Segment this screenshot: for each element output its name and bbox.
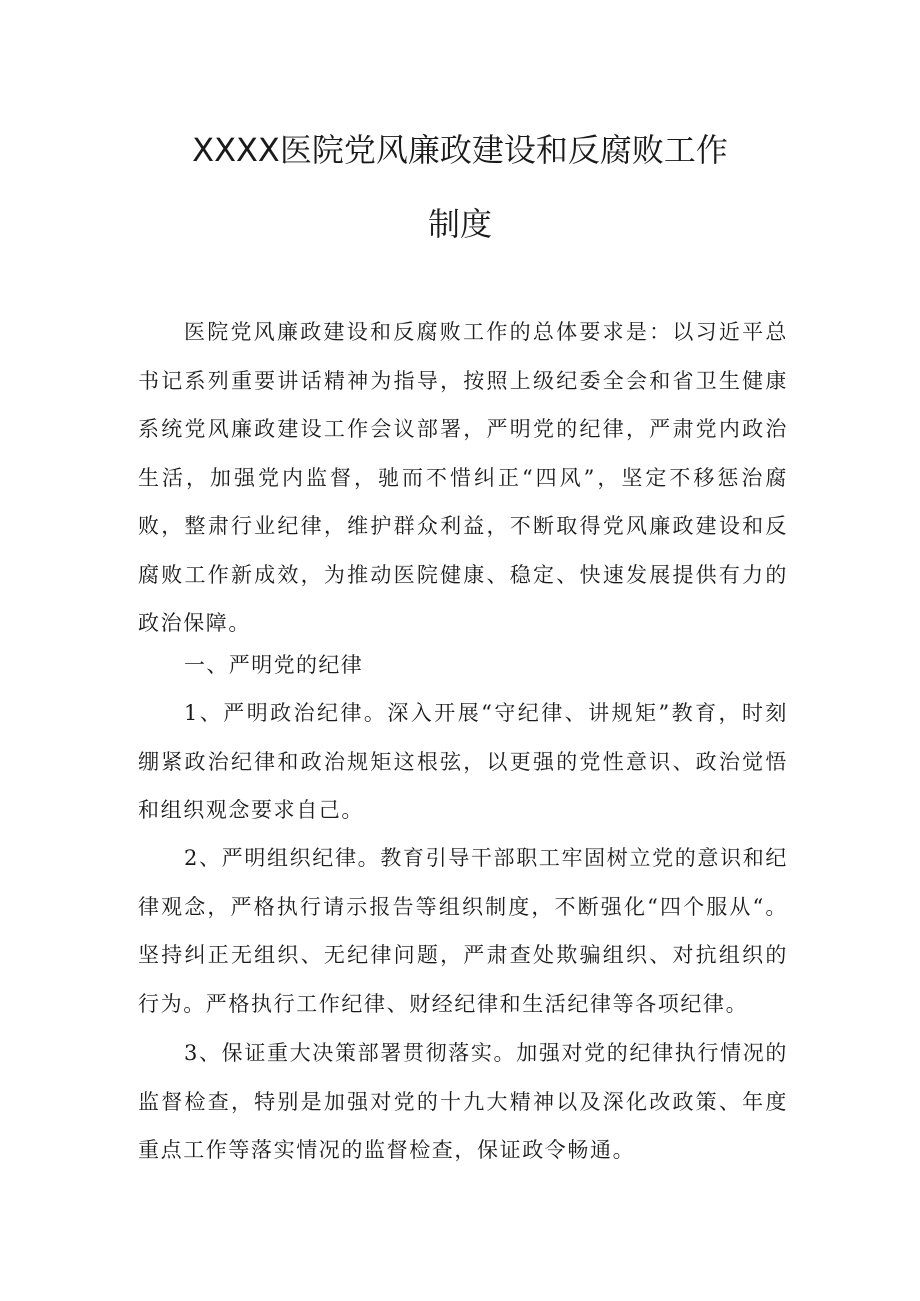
intro-paragraph: 医院党风廉政建设和反腐败工作的总体要求是：以习近平总书记系列重要讲话精神为指导，按照上级纪委全会和省卫生健康系统党风廉政建设工作会议部署，严明党的纪律，严肃党内政治生活，加强党内监督，驰而不惜纠正“四风”，坚定不移惩治腐败，整肃行业纪律，维护群众利益，不断取得党风廉政建设和反腐败工作新成效，为推动医院健康、稳定、快速发展提供有力的政治保障。 bbox=[138, 320, 788, 635]
paragraph-item-1: 1、严明政治纪律。深入开展“守纪律、讲规矩”教育，时刻绷紧政治纪律和政治规矩这根弦，以更强的党性意识、政治觉悟和组织观念要求自己。 bbox=[138, 701, 788, 822]
section-heading-1: 一、严明党的纪律 bbox=[184, 653, 364, 677]
document-title-line-2: 制度 bbox=[427, 205, 492, 243]
document-title-line-1: XXXX医院党风廉政建设和反腐败工作 bbox=[192, 131, 728, 169]
paragraph-item-2: 2、严明组织纪律。教育引导干部职工牢固树立党的意识和纪律观念，严格执行请示报告等组织制度，不断强化“四个服从“。坚持纠正无组织、无纪律问题，严肃查处欺骗组织、对抗组织的行为。严格执行工作纪律、财经纪律和生活纪律等各项纪律。 bbox=[138, 846, 788, 1016]
paragraph-item-3: 3、保证重大决策部署贯彻落实。加强对党的纪律执行情况的监督检查，特别是加强对党的十九大精神以及深化改政策、年度重点工作等落实情况的监督检查，保证政令畅通。 bbox=[138, 1041, 788, 1162]
